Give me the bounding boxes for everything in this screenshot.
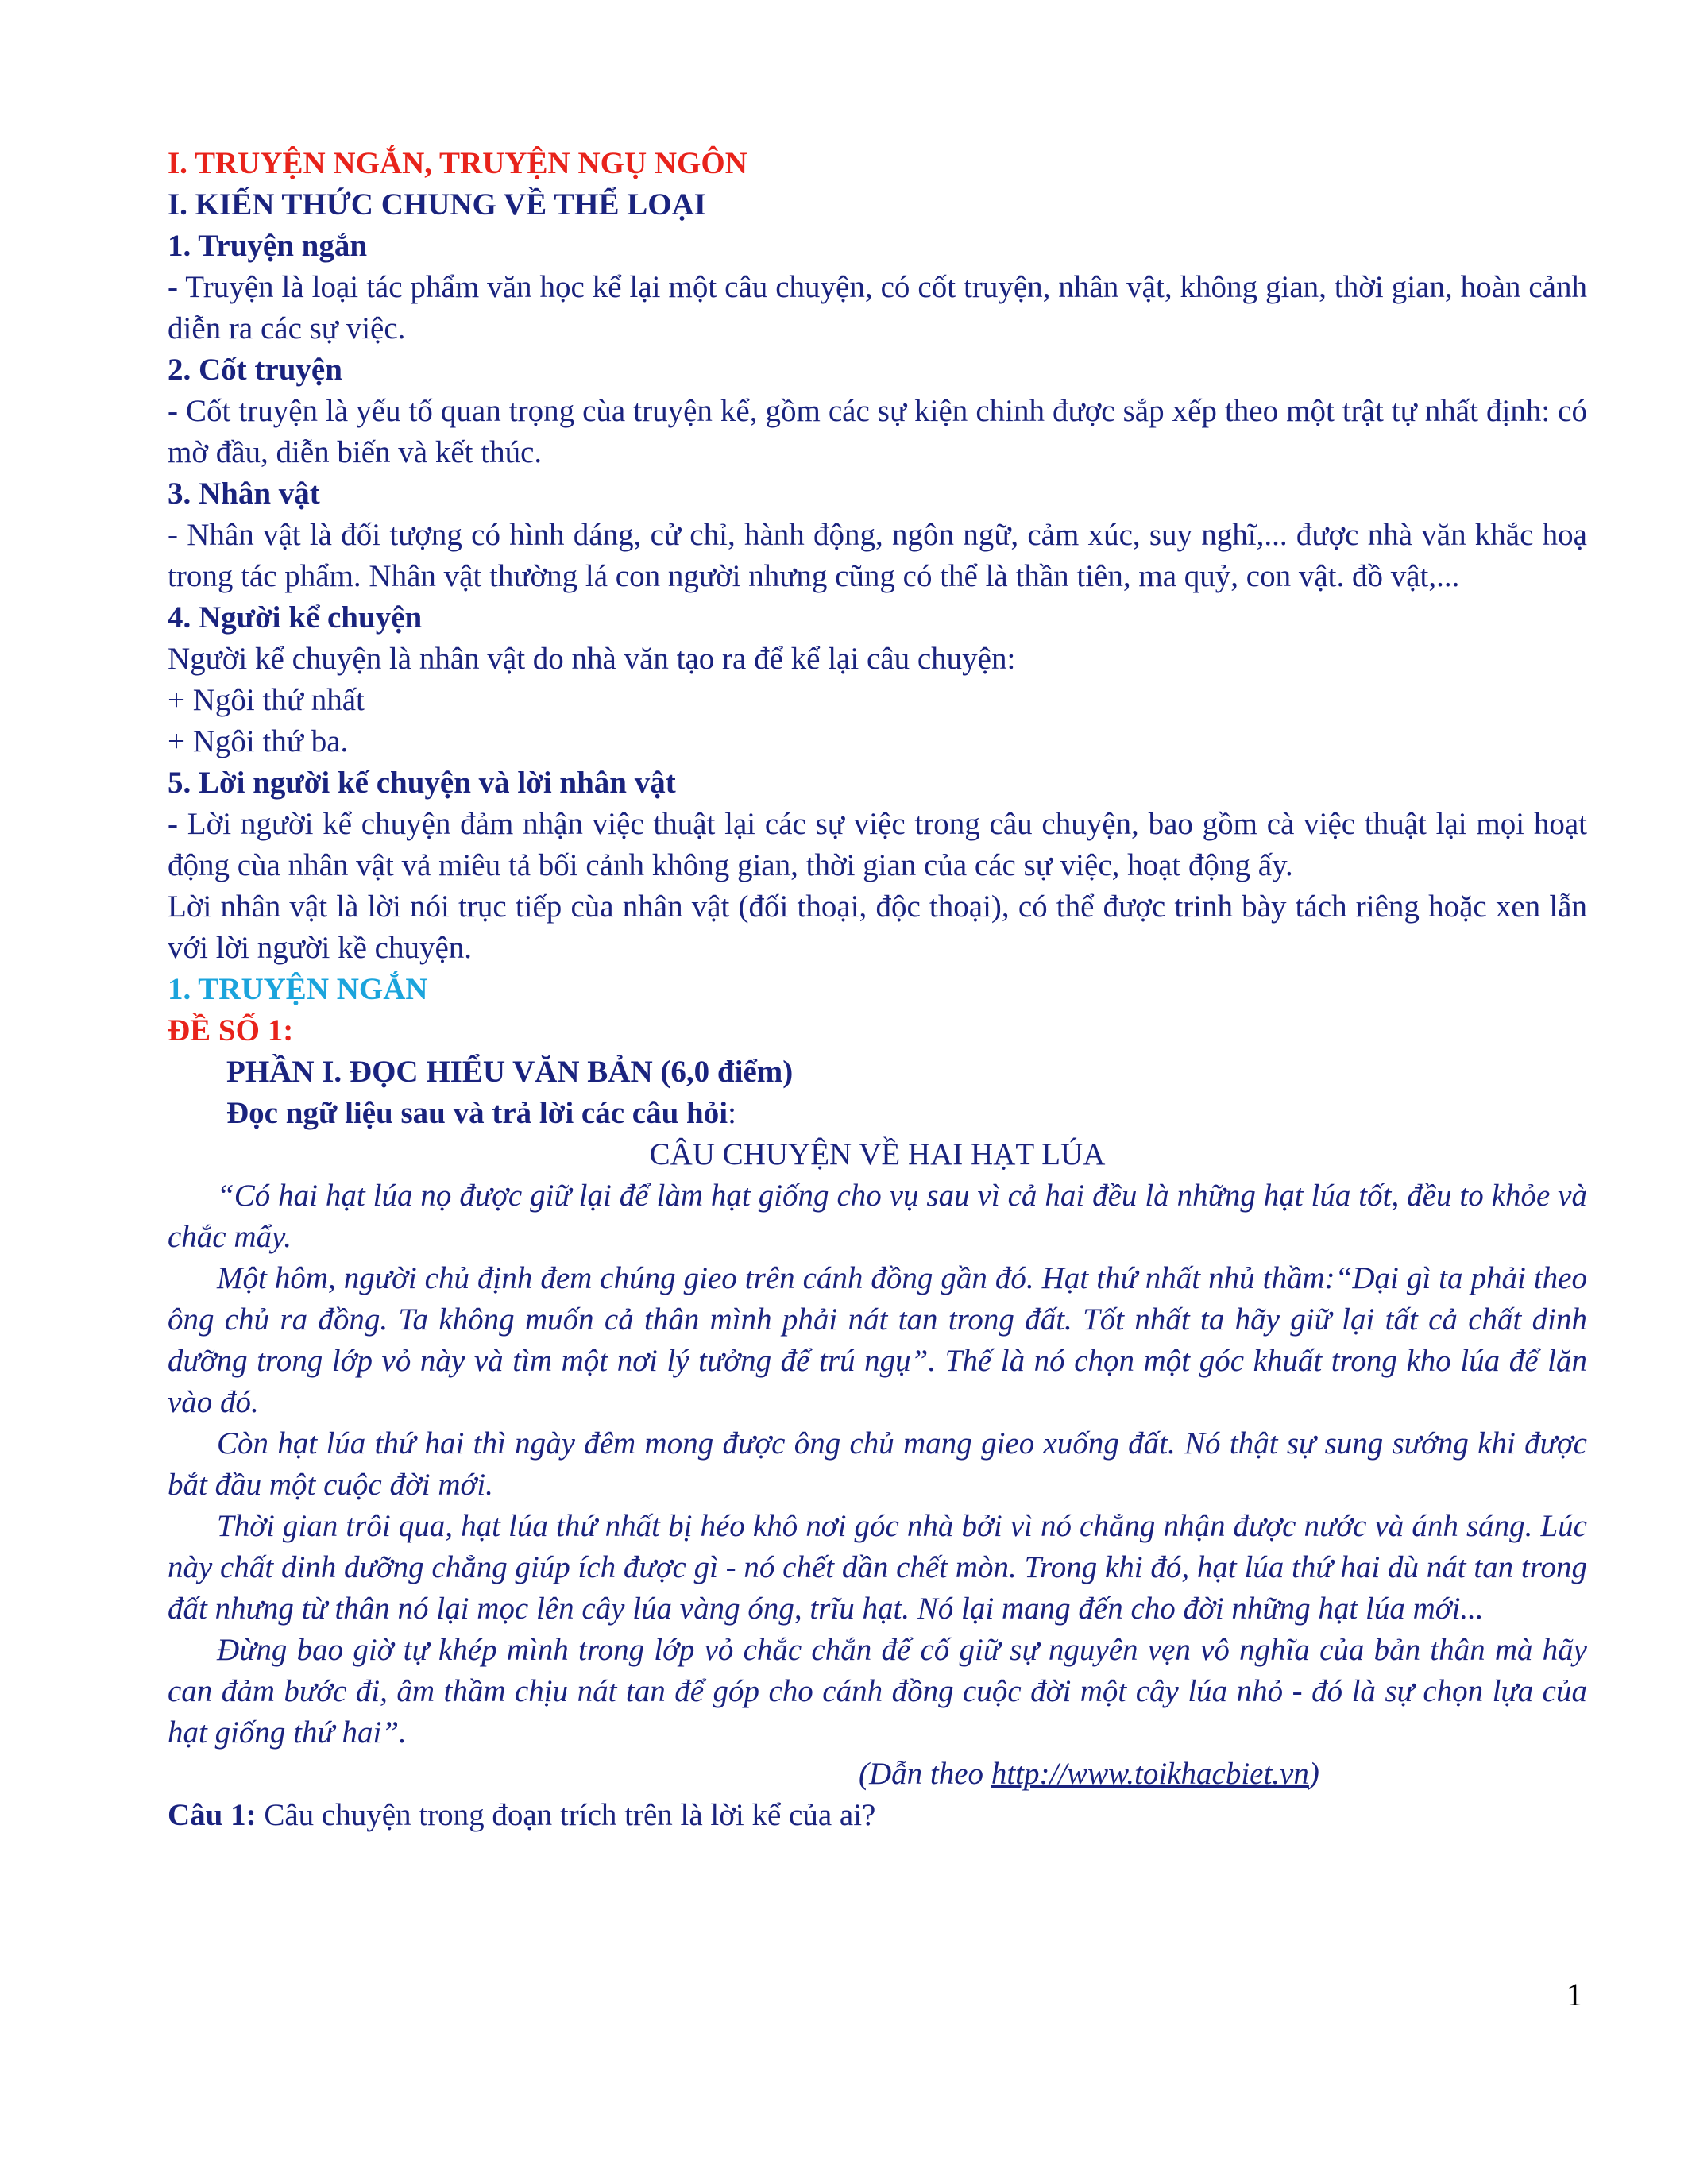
theory-heading: 5. Lời người kế chuyện và lời nhân vật xyxy=(168,766,676,800)
section-subtitle: I. KIẾN THỨC CHUNG VỀ THỂ LOẠI xyxy=(168,187,706,222)
exam-instruction xyxy=(168,1093,1587,1134)
theory-paragraph: - Truyện là loại tác phẩm văn học kể lại một câu chuyện, có cốt truyện, nhân vật, không gian, thời gian, hoàn cảnh diễn ra các sự việc. xyxy=(168,270,1587,345)
theory-list-item: + Ngôi thứ nhất xyxy=(168,683,365,717)
theory-heading: 2. Cốt truyện xyxy=(168,353,342,387)
story-paragraph: Thời gian trôi qua, hạt lúa thứ nhất bị héo khô nơi góc nhà bởi vì nó chẳng nhận được nước và ánh sáng. Lúc này chất dinh dưỡng chẳng giúp ích được gì - nó chết dần chết mòn. Trong khi đó, hạt lúa thứ hai dù nát tan trong đất nhưng từ thân nó lại mọc lên cây lúa vàng óng, trĩu hạt. Nó lại mang đến cho đời những hạt lúa mới... xyxy=(168,1509,1587,1626)
question-text: Câu chuyện trong đoạn trích trên là lời kể của ai? xyxy=(256,1798,876,1832)
question-label: Câu 1: xyxy=(168,1798,257,1832)
story-source xyxy=(168,1754,1587,1795)
question-1 xyxy=(168,1795,1587,1836)
exam-number: ĐỀ SỐ 1: xyxy=(168,1013,294,1048)
section-title: I. TRUYỆN NGẮN, TRUYỆN NGỤ NGÔN xyxy=(168,146,747,180)
story-paragraph: Một hôm, người chủ định đem chúng gieo trên cánh đồng gần đó. Hạt thứ nhất nhủ thầm:“Dại gì ta phải theo ông chủ ra đồng. Ta không muốn cả thân mình phải nát tan trong đất. Tốt nhất ta hãy giữ lại tất cả chất dinh dưỡng trong lớp vỏ này và tìm một nơi lý tưởng để trú ngụ”. Thế là nó chọn một góc khuất trong kho lúa để lăn vào đó. xyxy=(168,1261,1587,1419)
story-title: CÂU CHUYỆN VỀ HAI HẠT LÚA xyxy=(649,1137,1106,1171)
page-number: 1 xyxy=(1566,1977,1582,2012)
theory-paragraph: Người kể chuyện là nhân vật do nhà văn tạo ra để kể lại câu chuyện: xyxy=(168,642,1016,676)
source-prefix: (Dẫn theo xyxy=(859,1757,991,1791)
source-suffix: ) xyxy=(1308,1757,1319,1791)
theory-heading: 4. Người kể chuyện xyxy=(168,600,423,635)
story-paragraph: Còn hạt lúa thứ hai thì ngày đêm mong được ông chủ mang gieo xuống đất. Nó thật sự sung sướng khi được bắt đầu một cuộc đời mới. xyxy=(168,1426,1587,1502)
theory-paragraph: - Cốt truyện là yếu tố quan trọng cùa truyện kể, gồm các sự kiện chinh được sắp xếp theo một trật tự nhất định: có mờ đầu, diễn biến và kết thúc. xyxy=(168,394,1587,469)
story-paragraph: “Có hai hạt lúa nọ được giữ lại để làm hạt giống cho vụ sau vì cả hai đều là những hạt lúa tốt, đều to khỏe và chắc mẩy. xyxy=(168,1179,1587,1254)
source-link[interactable]: http://www.toikhacbiet.vn xyxy=(991,1757,1309,1791)
exam-part-heading: PHẦN I. ĐỌC HIỂU VĂN BẢN (6,0 điểm) xyxy=(226,1055,794,1089)
story-paragraph: Đừng bao giờ tự khép mình trong lớp vỏ chắc chắn để cố giữ sự nguyên vẹn vô nghĩa của bản thân mà hãy can đảm bước đi, âm thầm chịu nát tan để góp cho cánh đồng cuộc đời một cây lúa nhỏ - đó là sự chọn lựa của hạt giống thứ hai”. xyxy=(168,1633,1587,1750)
theory-paragraph: - Nhân vật là đối tượng có hình dáng, cử chỉ, hành động, ngôn ngữ, cảm xúc, suy nghĩ,... được nhà văn khắc hoạ trong tác phẩm. Nhân vật thường lá con người nhưng cũng có thể là thần tiên, ma quỷ, con vật. đồ vật,... xyxy=(168,518,1587,593)
exam-instruction-text: Đọc ngữ liệu sau và trả lời các câu hỏi xyxy=(226,1096,728,1130)
exam-category: 1. TRUYỆN NGẮN xyxy=(168,972,428,1006)
theory-paragraph: Lời nhân vật là lời nói trục tiếp cùa nhân vật (đối thoại, độc thoại), có thể được trinh bày tách riêng hoặc xen lẫn với lời người kề chuyện. xyxy=(168,889,1587,965)
page-content xyxy=(168,143,1587,1836)
theory-paragraph: - Lời người kể chuyện đảm nhận việc thuật lại các sự việc trong câu chuyện, bao gồm cà việc thuật lại mọi hoạt động cùa nhân vật vả miêu tả bối cảnh không gian, thời gian của các sự việc, hoạt động ấy. xyxy=(168,807,1587,882)
exam-instruction-colon: : xyxy=(728,1096,736,1130)
theory-heading: 3. Nhân vật xyxy=(168,477,320,511)
theory-list-item: + Ngôi thứ ba. xyxy=(168,724,349,758)
theory-heading: 1. Truyện ngắn xyxy=(168,229,368,263)
